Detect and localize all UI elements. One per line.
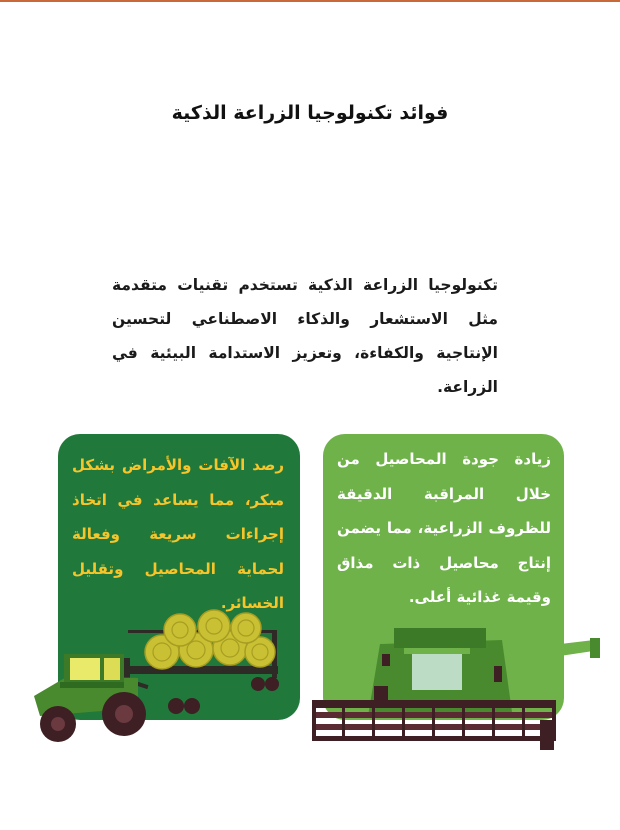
crop-quality-text: زيادة جودة المحاصيل من خلال المراقبة الدقيقة للظروف الزراعية، مما يضمن إنتاج محاصيل ذات مذاق وقيمة غذائية أعلى.: [337, 450, 551, 606]
page-title: فوائد تكنولوجيا الزراعة الذكية: [171, 102, 449, 124]
intro-paragraph: تكنولوجيا الزراعة الذكية تستخدم تقنيات متقدمة مثل الاستشعار والذكاء الاصطناعي لتحسين الإنتاجية والكفاءة، وتعزيز الاستدامة البيئية في الزراعة.: [112, 276, 498, 396]
top-accent-rule: [0, 0, 620, 2]
pest-monitoring-text: رصد الآفات والأمراض بشكل مبكر، مما يساعد في اتخاذ إجراءات سريعة وفعالة لحماية المحاصيل وتقليل الخسائر.: [72, 456, 284, 612]
tractor-with-hay-trailer-icon: [20, 616, 282, 748]
combine-harvester-icon: [308, 620, 608, 755]
